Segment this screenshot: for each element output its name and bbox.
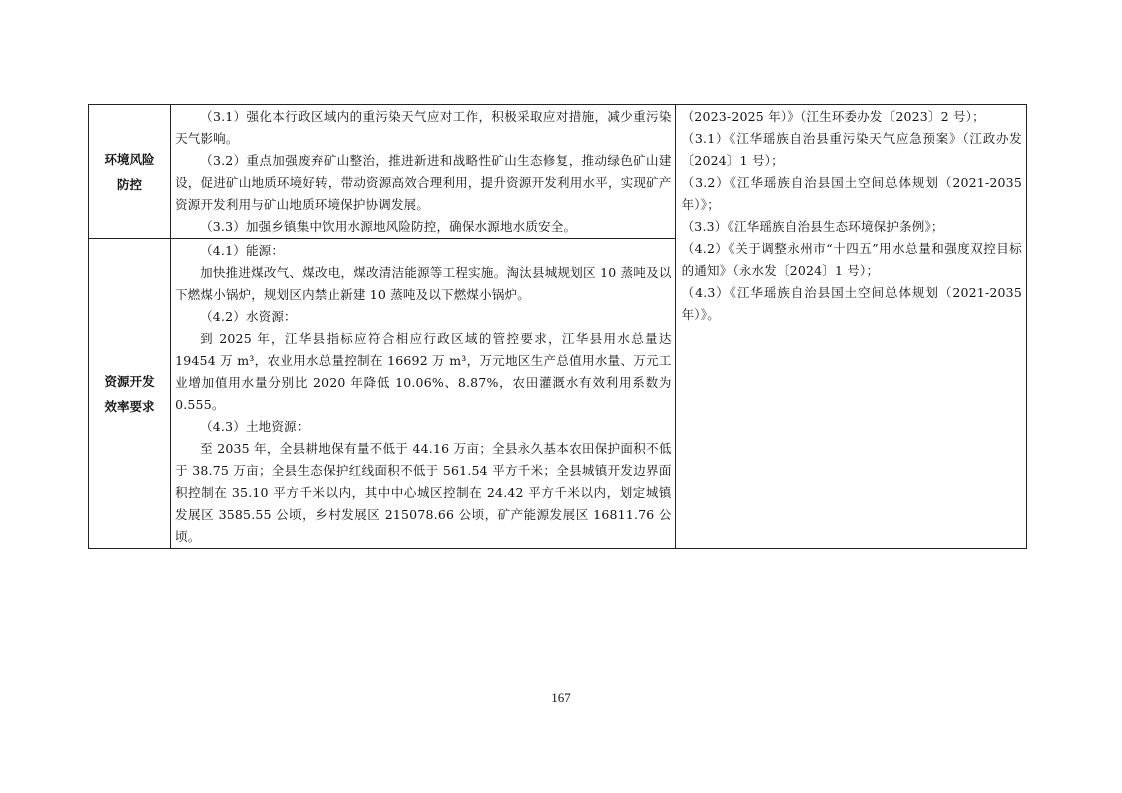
content-paragraph: 加快推进煤改气、煤改电，煤改清洁能源等工程实施。淘汰县城规划区 10 蒸吨及以下燃煤小锅炉，规划区内禁止新建 10 蒸吨及以下燃煤小锅炉。 [175, 265, 672, 302]
basis-paragraph: （4.2）《关于调整永州市“十四五”用水总量和强度双控目标的通知》（永水发〔2024〕1 号）； [681, 241, 1022, 278]
basis-paragraph: （3.2）《江华瑶族自治县国土空间总体规划（2021-2035 年）》； [681, 175, 1022, 212]
basis-paragraph: （2023-2025 年）》（江生环委办发〔2023〕2 号）； [681, 109, 985, 124]
content-paragraph: （4.1）能源： [200, 243, 285, 258]
basis-cell [675, 105, 1026, 549]
content-paragraph: 至 2035 年，全县耕地保有量不低于 44.16 万亩；全县永久基本农田保护面积不低于 38.75 万亩；全县生态保护红线面积不低于 561.54 平方千米；全县城镇开发边界面积控制在 35.10 平方千米以内，其中中心城区控制在 24.42 平方千米以内，划定城镇发展区 3585.55 公顷，乡村发展区 215078.66 公顷，矿产能源发展区 16811.76 公顷。 [175, 441, 672, 544]
content-paragraph: （3.1）强化本行政区域内的重污染天气应对工作，积极采取应对措施，减少重污染天气影响。 [175, 109, 672, 146]
basis-paragraph: （4.3）《江华瑶族自治县国土空间总体规划（2021-2035 年）》。 [681, 285, 1022, 322]
content-paragraph: 到 2025 年，江华县指标应符合相应行政区域的管控要求，江华县用水总量达 19454 万 m³，农业用水总量控制在 16692 万 m³，万元地区生产总值用水量、万元工业增加值用水量分别比 2020 年降低 10.06%、8.87%，农田灌溉水有效利用系数为 0.555。 [175, 331, 672, 412]
content-paragraph: （4.2）水资源： [200, 309, 297, 324]
content-paragraph: （3.2）重点加强废弃矿山整治，推进新进和战略性矿山生态修复，推动绿色矿山建设，促进矿山地质环境好转，带动资源高效合理利用，提升资源开发利用水平，实现矿产资源开发利用与矿山地质环境保护协调发展。 [175, 153, 672, 212]
content-cell [171, 105, 676, 239]
category-label: 效率要求 [104, 398, 155, 414]
page-number: 167 [551, 690, 571, 705]
category-label: 防控 [117, 176, 143, 192]
category-label: 环境风险 [104, 151, 155, 167]
content-cell [171, 239, 676, 549]
basis-paragraph: （3.1）《江华瑶族自治县重污染天气应急预案》（江政办发〔2024〕1 号）； [681, 131, 1022, 168]
table-row [89, 105, 1027, 239]
category-label: 资源开发 [104, 373, 155, 389]
category-cell [89, 239, 171, 549]
requirements-table [88, 104, 1027, 549]
content-paragraph: （3.3）加强乡镇集中饮用水源地风险防控，确保水源地水质安全。 [200, 219, 577, 234]
category-cell [89, 105, 171, 239]
basis-paragraph: （3.3）《江华瑶族自治县生态环境保护条例》； [681, 219, 944, 234]
content-paragraph: （4.3）土地资源： [200, 419, 310, 434]
